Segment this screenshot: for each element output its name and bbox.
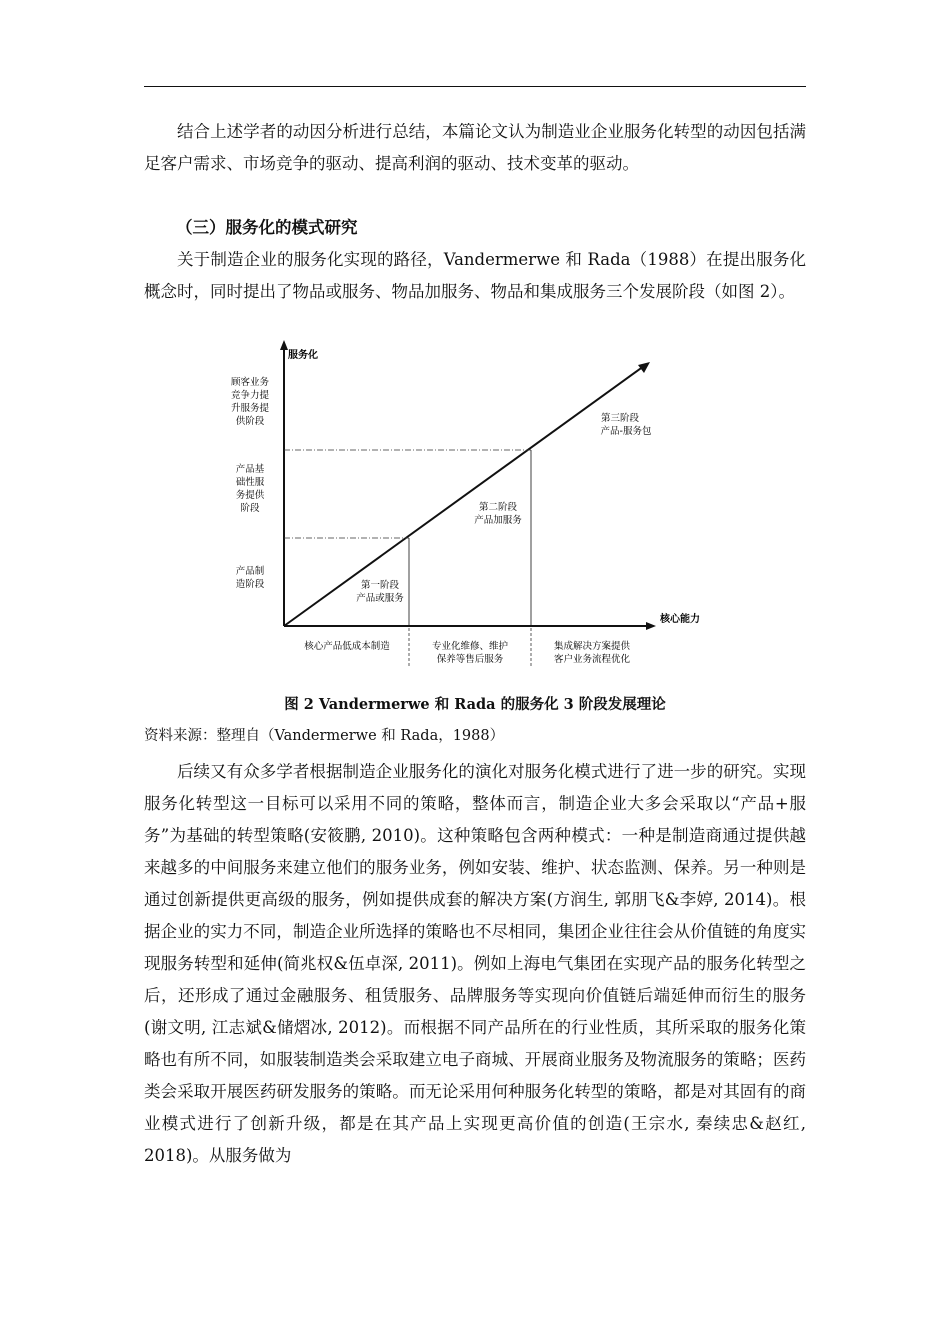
x-axis-label: 核心能力 (660, 614, 700, 625)
growth-line (284, 366, 644, 626)
x-category-2-line-1: 专业化维修、维护 (431, 641, 509, 652)
y-level-1-line-1: 产品制 (235, 566, 265, 577)
stage-2-title: 第二阶段 (478, 502, 518, 513)
y-level-1-line-2: 造阶段 (235, 579, 265, 590)
y-level-3-line-3: 升服务提 (230, 403, 270, 414)
y-level-3-line-2: 竞争力提 (230, 390, 270, 401)
section-heading: （三）服务化的模式研究 (176, 218, 358, 237)
stage-3-subtitle: 产品-服务包 (600, 426, 652, 437)
x-category-1: 核心产品低成本制造 (304, 641, 390, 652)
paragraph-motivation-summary: 结合上述学者的动因分析进行总结，本篇论文认为制造业企业服务化转型的动因包括满足客户需求、市场竞争的驱动、提高利润的驱动、技术变革的驱动。 (144, 122, 806, 173)
y-axis-label: 服务化 (288, 350, 318, 361)
y-level-2-line-4: 阶段 (240, 503, 260, 514)
stage-1-subtitle: 产品或服务 (356, 593, 404, 604)
paragraph-servitization-path: 关于制造企业的服务化实现的路径，Vandermerwe 和 Rada（1988）在提出服务化概念时，同时提出了物品或服务、物品加服务、物品和集成服务三个发展阶段（如图 2）。 (144, 250, 806, 301)
x-category-2-line-2: 保养等售后服务 (436, 654, 504, 665)
x-category-3-line-2: 客户业务流程优化 (553, 654, 631, 665)
servitization-stage-figure (220, 338, 730, 678)
y-level-2-line-3: 务提供 (235, 490, 265, 501)
stage-1-title: 第一阶段 (360, 580, 400, 591)
stage-2-subtitle: 产品加服务 (474, 515, 522, 526)
y-axis-arrow (280, 340, 288, 350)
y-level-3-line-4: 供阶段 (235, 416, 265, 427)
header-rule (144, 86, 806, 87)
x-axis-arrow (646, 622, 656, 630)
growth-line-arrow (638, 362, 650, 373)
figure-caption: 图 2 Vandermerwe 和 Rada 的服务化 3 阶段发展理论 (284, 696, 666, 713)
figure-source: 资料来源：整理自（Vandermerwe 和 Rada，1988） (144, 728, 505, 744)
stage-3-title: 第三阶段 (600, 413, 640, 424)
paragraph-servitization-strategies: 后续又有众多学者根据制造企业服务化的演化对服务化模式进行了进一步的研究。实现服务化转型这一目标可以采用不同的策略，整体而言，制造企业大多会采取以“产品+服务”为基础的转型策略(安筱鹏, 2010)。这种策略包含两种模式：一种是制造商通过提供越来越多的中间服务来建立他们的服务业务，例如安装、维护、状态监测、保养。另一种则是通过创新提供更高级的服务，例如提供成套的解决方案(方润生, 郭朋飞&李婷, 2014)。根据企业的实力不同，制造企业所选择的策略也不尽相同，集团企业往往会从价值链的角度实现服务转型和延伸(简兆权&伍卓深, 2011)。例如上海电气集团在实现产品的服务化转型之后，还形成了通过金融服务、租赁服务、品牌服务等实现向价值链后端延伸而衍生的服务(谢文明, 江志斌&储熠冰, 2012)。而根据不同产品所在的行业性质，其所采取的服务化策略也有所不同，如服装制造类会采取建立电子商城、开展商业服务及物流服务的策略；医药类会采取开展医药研发服务的策略。而无论采用何种服务化转型的策略，都是对其固有的商业模式进行了创新升级，都是在其产品上实现更高价值的创造(王宗水, 秦续忠&赵红, 2018)。从服务做为 (144, 762, 806, 1165)
x-category-3-line-1: 集成解决方案提供 (553, 641, 631, 652)
y-level-2-line-1: 产品基 (235, 464, 265, 475)
y-level-2-line-2: 础性服 (235, 477, 265, 488)
y-level-3-line-1: 顾客业务 (230, 377, 270, 388)
